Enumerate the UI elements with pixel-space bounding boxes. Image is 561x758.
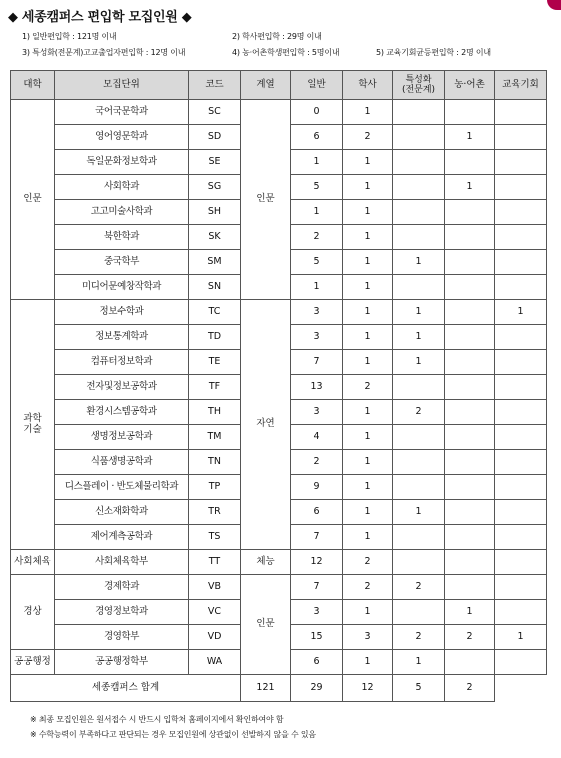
special-count-cell: 2 xyxy=(393,575,445,600)
special-count-cell xyxy=(393,475,445,500)
bachelor-count-cell: 2 xyxy=(343,125,393,150)
quota-table xyxy=(10,70,547,702)
bachelor-count-cell: 1 xyxy=(343,175,393,200)
track-cell: 인문 xyxy=(241,575,291,675)
header-code: 코드 xyxy=(189,71,241,100)
rural-count-cell xyxy=(445,375,495,400)
edu-count-cell xyxy=(495,250,547,275)
total-special: 12 xyxy=(343,675,393,702)
track-cell: 인문 xyxy=(241,100,291,300)
code-cell: TR xyxy=(189,500,241,525)
header-edu: 교육기회 xyxy=(495,71,547,100)
general-count-cell: 3 xyxy=(291,325,343,350)
general-count-cell: 3 xyxy=(291,600,343,625)
code-cell: TE xyxy=(189,350,241,375)
bachelor-count-cell: 1 xyxy=(343,250,393,275)
department-cell: 사회체육학부 xyxy=(55,550,189,575)
edu-count-cell: 1 xyxy=(495,625,547,650)
general-count-cell: 4 xyxy=(291,425,343,450)
department-cell: 경영정보학과 xyxy=(55,600,189,625)
department-cell: 전자및정보공학과 xyxy=(55,375,189,400)
bachelor-count-cell: 1 xyxy=(343,325,393,350)
table-row xyxy=(11,575,547,600)
college-cell: 경상 xyxy=(11,575,55,650)
bachelor-count-cell: 1 xyxy=(343,275,393,300)
general-count-cell: 1 xyxy=(291,150,343,175)
code-cell: SD xyxy=(189,125,241,150)
edu-count-cell xyxy=(495,225,547,250)
code-cell: TN xyxy=(189,450,241,475)
code-cell: SC xyxy=(189,100,241,125)
footer-note-2: ※ 수학능력이 부족하다고 판단되는 경우 모집인원에 상관없이 선발하지 않을 수 있음 xyxy=(30,730,316,739)
department-cell: 독일문화정보학과 xyxy=(55,150,189,175)
rural-count-cell xyxy=(445,150,495,175)
edu-count-cell xyxy=(495,425,547,450)
rural-count-cell xyxy=(445,325,495,350)
total-bachelor: 29 xyxy=(291,675,343,702)
department-cell: 공공행정학부 xyxy=(55,650,189,675)
corner-accent xyxy=(547,0,561,10)
edu-count-cell xyxy=(495,475,547,500)
general-count-cell: 13 xyxy=(291,375,343,400)
table-body xyxy=(11,100,547,702)
department-cell: 제어계측공학과 xyxy=(55,525,189,550)
rural-count-cell xyxy=(445,200,495,225)
rural-count-cell: 1 xyxy=(445,175,495,200)
edu-count-cell xyxy=(495,650,547,675)
special-count-cell xyxy=(393,550,445,575)
rural-count-cell xyxy=(445,100,495,125)
rural-count-cell xyxy=(445,275,495,300)
header-track: 계열 xyxy=(241,71,291,100)
code-cell: SK xyxy=(189,225,241,250)
special-count-cell: 1 xyxy=(393,650,445,675)
edu-count-cell xyxy=(495,525,547,550)
code-cell: TF xyxy=(189,375,241,400)
department-cell: 북한학과 xyxy=(55,225,189,250)
general-count-cell: 7 xyxy=(291,575,343,600)
department-cell: 디스플레이 · 반도체물리학과 xyxy=(55,475,189,500)
college-cell: 사회체육 xyxy=(11,550,55,575)
edu-count-cell xyxy=(495,500,547,525)
edu-count-cell xyxy=(495,200,547,225)
edu-count-cell xyxy=(495,550,547,575)
special-count-cell: 1 xyxy=(393,325,445,350)
rural-count-cell xyxy=(445,250,495,275)
header-general: 일반 xyxy=(291,71,343,100)
general-count-cell: 5 xyxy=(291,175,343,200)
general-count-cell: 1 xyxy=(291,275,343,300)
general-count-cell: 1 xyxy=(291,200,343,225)
code-cell: SM xyxy=(189,250,241,275)
note-rural: 4) 농·어촌학생편입학 : 5명이내 xyxy=(232,48,340,57)
special-count-cell: 1 xyxy=(393,500,445,525)
bachelor-count-cell: 1 xyxy=(343,525,393,550)
bachelor-count-cell: 1 xyxy=(343,475,393,500)
rural-count-cell xyxy=(445,475,495,500)
header-special: 특성화 (전문계) xyxy=(393,71,445,100)
department-cell: 국어국문학과 xyxy=(55,100,189,125)
general-count-cell: 15 xyxy=(291,625,343,650)
department-cell: 식품생명공학과 xyxy=(55,450,189,475)
bachelor-count-cell: 1 xyxy=(343,600,393,625)
general-count-cell: 6 xyxy=(291,125,343,150)
code-cell: TM xyxy=(189,425,241,450)
bachelor-count-cell: 1 xyxy=(343,100,393,125)
general-count-cell: 7 xyxy=(291,525,343,550)
footer-notes xyxy=(30,712,316,742)
code-cell: SN xyxy=(189,275,241,300)
edu-count-cell xyxy=(495,400,547,425)
general-count-cell: 6 xyxy=(291,650,343,675)
department-cell: 고고미술사학과 xyxy=(55,200,189,225)
special-count-cell xyxy=(393,425,445,450)
edu-count-cell xyxy=(495,600,547,625)
college-cell: 과학 기술 xyxy=(11,300,55,550)
code-cell: VD xyxy=(189,625,241,650)
rural-count-cell xyxy=(445,225,495,250)
edu-count-cell xyxy=(495,150,547,175)
special-count-cell xyxy=(393,100,445,125)
table-row xyxy=(11,550,547,575)
department-cell: 미디어문예창작학과 xyxy=(55,275,189,300)
rural-count-cell xyxy=(445,450,495,475)
edu-count-cell xyxy=(495,575,547,600)
header-bachelor: 학사 xyxy=(343,71,393,100)
header-college: 대학 xyxy=(11,71,55,100)
department-cell: 경영학부 xyxy=(55,625,189,650)
bachelor-count-cell: 1 xyxy=(343,225,393,250)
bachelor-count-cell: 2 xyxy=(343,575,393,600)
rural-count-cell xyxy=(445,575,495,600)
bachelor-count-cell: 1 xyxy=(343,400,393,425)
table-row xyxy=(11,100,547,125)
rural-count-cell xyxy=(445,300,495,325)
edu-count-cell xyxy=(495,100,547,125)
header-unit: 모집단위 xyxy=(55,71,189,100)
department-cell: 생명정보공학과 xyxy=(55,425,189,450)
page-title: ◆ 세종캠퍼스 편입학 모집인원 ◆ xyxy=(8,10,192,25)
total-row xyxy=(11,675,547,702)
rural-count-cell: 1 xyxy=(445,600,495,625)
bachelor-count-cell: 1 xyxy=(343,650,393,675)
table-header-row xyxy=(11,71,547,100)
special-count-cell: 1 xyxy=(393,300,445,325)
department-cell: 사회학과 xyxy=(55,175,189,200)
edu-count-cell xyxy=(495,350,547,375)
note-special: 3) 특성화(전문계)고교출업자편입학 : 12명 이내 xyxy=(22,48,186,57)
code-cell: TC xyxy=(189,300,241,325)
department-cell: 정보수학과 xyxy=(55,300,189,325)
special-count-cell: 1 xyxy=(393,350,445,375)
edu-count-cell xyxy=(495,275,547,300)
special-count-cell xyxy=(393,175,445,200)
department-cell: 신소재화학과 xyxy=(55,500,189,525)
rural-count-cell xyxy=(445,425,495,450)
bachelor-count-cell: 1 xyxy=(343,425,393,450)
general-count-cell: 0 xyxy=(291,100,343,125)
department-cell: 경제학과 xyxy=(55,575,189,600)
total-label: 세종캠퍼스 합계 xyxy=(11,675,241,702)
rural-count-cell xyxy=(445,550,495,575)
footer-note-1: ※ 최종 모집인원은 원서접수 시 반드시 입학처 홈페이지에서 확인하여야 함 xyxy=(30,715,284,724)
special-count-cell: 1 xyxy=(393,250,445,275)
rural-count-cell xyxy=(445,650,495,675)
table-row xyxy=(11,300,547,325)
edu-count-cell: 1 xyxy=(495,300,547,325)
code-cell: SG xyxy=(189,175,241,200)
general-count-cell: 2 xyxy=(291,450,343,475)
bachelor-count-cell: 1 xyxy=(343,500,393,525)
special-count-cell xyxy=(393,200,445,225)
note-edu: 5) 교육기회균등편입학 : 2명 이내 xyxy=(376,48,491,57)
special-count-cell: 2 xyxy=(393,400,445,425)
code-cell: WA xyxy=(189,650,241,675)
bachelor-count-cell: 1 xyxy=(343,150,393,175)
special-count-cell xyxy=(393,525,445,550)
department-cell: 컴퓨터정보학과 xyxy=(55,350,189,375)
department-cell: 영어영문학과 xyxy=(55,125,189,150)
code-cell: TS xyxy=(189,525,241,550)
code-cell: SH xyxy=(189,200,241,225)
code-cell: TD xyxy=(189,325,241,350)
bachelor-count-cell: 1 xyxy=(343,450,393,475)
general-count-cell: 12 xyxy=(291,550,343,575)
special-count-cell xyxy=(393,600,445,625)
rural-count-cell xyxy=(445,400,495,425)
track-cell: 체능 xyxy=(241,550,291,575)
department-cell: 환경시스템공학과 xyxy=(55,400,189,425)
code-cell: VC xyxy=(189,600,241,625)
general-count-cell: 6 xyxy=(291,500,343,525)
general-count-cell: 7 xyxy=(291,350,343,375)
bachelor-count-cell: 1 xyxy=(343,300,393,325)
note-general: 1) 일반편입학 : 121명 이내 xyxy=(22,32,117,41)
track-cell: 자연 xyxy=(241,300,291,550)
college-cell: 공공행정 xyxy=(11,650,55,675)
bachelor-count-cell: 1 xyxy=(343,200,393,225)
rural-count-cell xyxy=(445,500,495,525)
edu-count-cell xyxy=(495,325,547,350)
special-count-cell xyxy=(393,150,445,175)
special-count-cell xyxy=(393,225,445,250)
code-cell: VB xyxy=(189,575,241,600)
bachelor-count-cell: 2 xyxy=(343,375,393,400)
special-count-cell: 2 xyxy=(393,625,445,650)
rural-count-cell: 1 xyxy=(445,125,495,150)
special-count-cell xyxy=(393,275,445,300)
note-bachelor: 2) 학사편입학 : 29명 이내 xyxy=(232,32,322,41)
code-cell: SE xyxy=(189,150,241,175)
edu-count-cell xyxy=(495,175,547,200)
special-count-cell xyxy=(393,375,445,400)
header-rural: 농·어촌 xyxy=(445,71,495,100)
edu-count-cell xyxy=(495,375,547,400)
college-cell: 인문 xyxy=(11,100,55,300)
general-count-cell: 5 xyxy=(291,250,343,275)
total-edu: 2 xyxy=(445,675,495,702)
code-cell: TT xyxy=(189,550,241,575)
department-cell: 중국학부 xyxy=(55,250,189,275)
total-general: 121 xyxy=(241,675,291,702)
special-count-cell xyxy=(393,125,445,150)
special-count-cell xyxy=(393,450,445,475)
rural-count-cell xyxy=(445,350,495,375)
bachelor-count-cell: 3 xyxy=(343,625,393,650)
general-count-cell: 3 xyxy=(291,300,343,325)
edu-count-cell xyxy=(495,125,547,150)
department-cell: 정보통계학과 xyxy=(55,325,189,350)
edu-count-cell xyxy=(495,450,547,475)
total-rural: 5 xyxy=(393,675,445,702)
bachelor-count-cell: 2 xyxy=(343,550,393,575)
general-count-cell: 3 xyxy=(291,400,343,425)
general-count-cell: 9 xyxy=(291,475,343,500)
bachelor-count-cell: 1 xyxy=(343,350,393,375)
code-cell: TP xyxy=(189,475,241,500)
code-cell: TH xyxy=(189,400,241,425)
general-count-cell: 2 xyxy=(291,225,343,250)
rural-count-cell: 2 xyxy=(445,625,495,650)
rural-count-cell xyxy=(445,525,495,550)
